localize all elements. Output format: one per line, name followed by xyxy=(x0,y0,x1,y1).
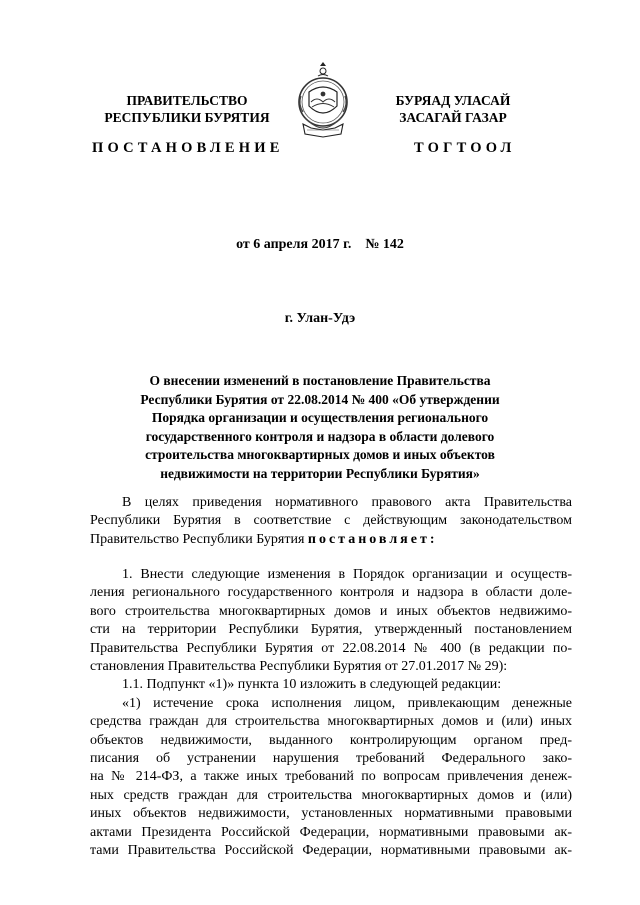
body-line: на № 214-ФЗ, а также иных требований по вопросам привлечения денеж- xyxy=(90,769,572,785)
body-line: иных объектов недвижимости, установленных нормативными правовыми xyxy=(90,806,572,822)
city: г. Улан-Удэ xyxy=(284,311,356,326)
decree-type-buryat: ТОГТООЛ xyxy=(414,140,516,156)
body-line: объектов недвижимости, выданного контролирующим органом пред- xyxy=(90,732,572,748)
issuer-buryat xyxy=(358,92,548,126)
body-line: «1) истечение срока исполнения лицом, привлекающим денежные xyxy=(122,695,572,711)
preamble-line: В целях приведения нормативного правового акта Правительства xyxy=(122,495,572,510)
title-line: Порядка организации и осуществления регионального xyxy=(151,410,489,426)
body-line: 1. Внести следующие изменения в Порядок организации и осуществ- xyxy=(122,567,572,582)
decree-date: от 6 апреля 2017 г. xyxy=(236,237,352,252)
issuer-buryat-line1: БУРЯАД УЛАСАЙ xyxy=(395,93,511,108)
document-title xyxy=(110,372,530,484)
title-line: Республики Бурятия от 22.08.2014 № 400 «Об утверждении xyxy=(140,391,500,407)
issuer-russian-line1: ПРАВИТЕЛЬСТВО xyxy=(126,93,248,108)
preamble-line-final xyxy=(90,531,572,549)
coat-of-arms-icon xyxy=(293,62,353,148)
issuer-russian xyxy=(92,92,282,126)
body-line: тами Правительства Российской Федерации, нормативными правовыми ак- xyxy=(90,843,572,859)
body-line: становления Правительства Республики Бурятия от 27.01.2017 № 29): xyxy=(90,659,508,675)
date-number-line xyxy=(0,237,640,253)
body-line: ления регионального государственного контроля и надзора в области доле- xyxy=(90,585,572,601)
body-line: писания об устранении нарушения требований Федерального зако- xyxy=(90,751,572,767)
title-line: недвижимости на территории Республики Бурятия» xyxy=(160,465,480,481)
body-line: вого строительства многоквартирных домов и иных объектов недвижимо- xyxy=(90,603,572,619)
title-line: государственного контроля и надзора в области долевого xyxy=(145,428,495,444)
body-line: 1.1. Подпункт «1)» пункта 10 изложить в следующей редакции: xyxy=(122,677,502,693)
issuer-buryat-line2: ЗАСАГАЙ ГАЗАР xyxy=(399,110,507,125)
decree-number: № 142 xyxy=(365,237,404,252)
issuer-russian-line2: РЕСПУБЛИКИ БУРЯТИЯ xyxy=(104,110,270,125)
preamble-line: Республики Бурятия в соответствие с действующим законодательством xyxy=(90,513,572,529)
title-line: О внесении изменений в постановление Правительства xyxy=(149,373,491,388)
body-paragraphs xyxy=(90,566,572,861)
body-line: сти на территории Республики Бурятия, утвержденный постановлением xyxy=(90,622,572,638)
decree-type-russian: ПОСТАНОВЛЕНИЕ xyxy=(92,140,284,156)
body-line: актами Президента Российской Федерации, нормативными правовыми ак- xyxy=(90,824,572,840)
preamble-paragraph xyxy=(90,494,572,549)
body-line: Правительства Республики Бурятия от 22.08.2014 № 400 (в редакции по- xyxy=(90,640,572,656)
body-line: средства граждан для строительства многоквартирных домов и (или) иных xyxy=(90,714,572,730)
body-line: ных средств граждан для строительства многоквартирных домов и (или) xyxy=(90,787,572,803)
resolves-word: постановляет: xyxy=(307,531,438,547)
preamble-line: Правительство Республики Бурятия xyxy=(90,531,305,547)
title-line: строительства многоквартирных домов и иных объектов xyxy=(145,447,495,463)
